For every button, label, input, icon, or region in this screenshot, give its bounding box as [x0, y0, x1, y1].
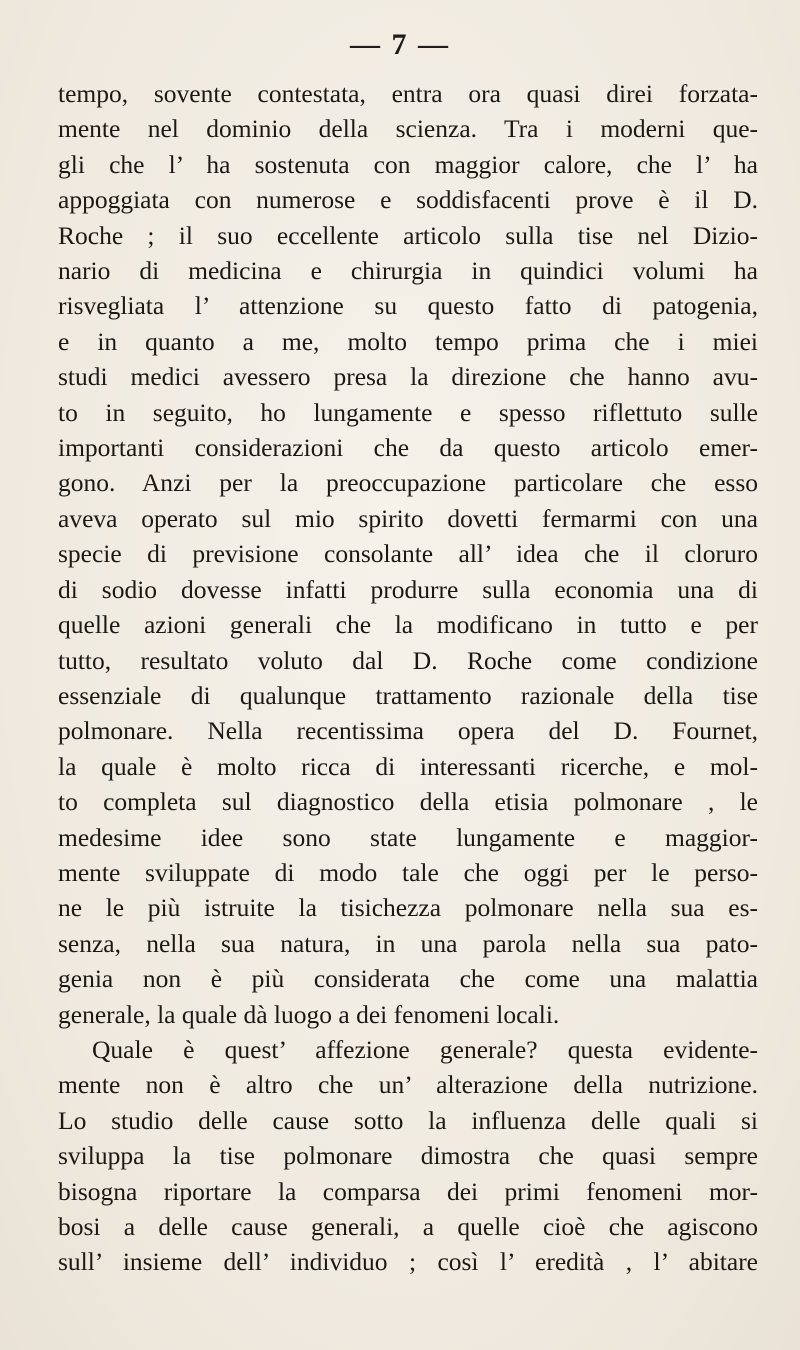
- text-line: to completa sul diagnostico della etisia polmonare , le: [58, 787, 758, 817]
- body-text: [58, 76, 758, 1280]
- text-line: polmonare. Nella recentissima opera del D. Fournet,: [58, 716, 758, 746]
- text-line: bisogna riportare la comparsa dei primi fenomeni mor-: [58, 1176, 758, 1206]
- text-line: ne le più istruite la tisichezza polmonare nella sua es-: [58, 893, 758, 923]
- text-line: importanti considerazioni che da questo articolo emer-: [58, 433, 758, 463]
- text-line: appoggiata con numerose e soddisfacenti prove è il D.: [58, 185, 758, 215]
- text-line: tutto, resultato voluto dal D. Roche come condizione: [58, 645, 758, 675]
- text-line: sviluppa la tise polmonare dimostra che quasi sempre: [58, 1141, 758, 1171]
- text-line: di sodio dovesse infatti produrre sulla economia una di: [58, 574, 758, 604]
- text-line: gono. Anzi per la preoccupazione particolare che esso: [58, 468, 758, 498]
- text-line: risvegliata l’ attenzione su questo fatto di patogenia,: [58, 291, 758, 321]
- page-number: — 7 —: [350, 28, 450, 61]
- text-line: senza, nella sua natura, in una parola nella sua pato-: [58, 928, 758, 958]
- text-line: studi medici avessero presa la direzione che hanno avu-: [58, 362, 758, 392]
- text-line: essenziale di qualunque trattamento razionale della tise: [58, 680, 758, 710]
- text-line: Lo studio delle cause sotto la influenza delle quali si: [58, 1105, 758, 1135]
- text-line: generale, la quale dà luogo a dei fenomeni locali.: [58, 999, 560, 1029]
- text-line: e in quanto a me, molto tempo prima che i miei: [58, 326, 758, 356]
- text-line: nario di medicina e chirurgia in quindici volumi ha: [58, 256, 758, 286]
- text-line: medesime idee sono state lungamente e maggior-: [58, 822, 758, 852]
- paragraph-2: [58, 1032, 758, 1280]
- text-line: genia non è più considerata che come una malattia: [58, 964, 758, 994]
- text-line: specie di previsione consolante all’ idea che il cloruro: [58, 539, 758, 569]
- text-line: bosi a delle cause generali, a quelle cioè che agiscono: [58, 1212, 758, 1241]
- text-line: Quale è quest’ affezione generale? questa evidente-: [92, 1034, 758, 1064]
- paragraph-1: [58, 76, 758, 1032]
- text-line: mente sviluppate di modo tale che oggi per le perso-: [58, 857, 758, 887]
- text-line: aveva operato sul mio spirito dovetti fermarmi con una: [58, 503, 758, 533]
- text-line: Roche ; il suo eccellente articolo sulla tise nel Dizio-: [58, 220, 758, 250]
- text-line: tempo, sovente contestata, entra ora quasi direi forzata-: [58, 79, 758, 108]
- text-line: mente non è altro che un’ alterazione della nutrizione.: [58, 1070, 758, 1100]
- text-line: sull’ insieme dell’ individuo ; così l’ eredità , l’ abitare: [58, 1247, 758, 1277]
- text-line: la quale è molto ricca di interessanti ricerche, e mol-: [58, 751, 758, 781]
- text-line: gli che l’ ha sostenuta con maggior calore, che l’ ha: [58, 149, 758, 179]
- text-line: mente nel dominio della scienza. Tra i moderni que-: [58, 114, 758, 144]
- text-line: to in seguito, ho lungamente e spesso riflettuto sulle: [58, 397, 758, 427]
- text-line: quelle azioni generali che la modificano in tutto e per: [58, 610, 758, 640]
